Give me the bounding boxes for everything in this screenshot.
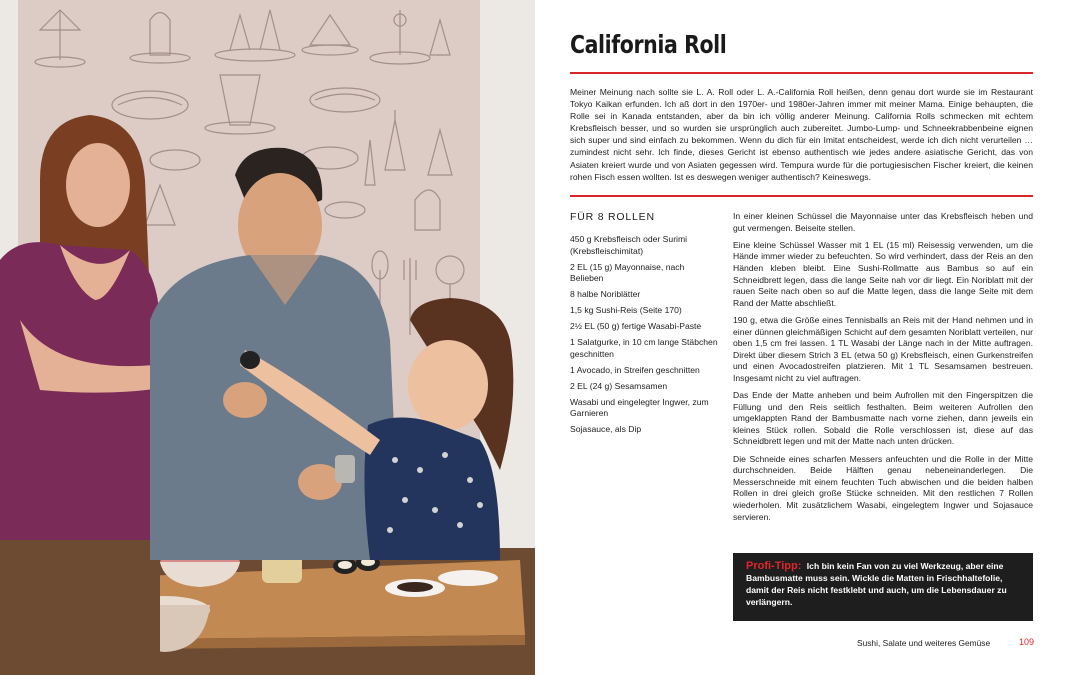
pro-tip-box xyxy=(733,553,1033,621)
recipe-page xyxy=(535,0,1069,675)
ingredient-item: 8 halbe Noriblätter xyxy=(570,289,641,300)
ingredient-item: 1 Avocado, in Streifen geschnitten xyxy=(570,364,700,375)
ingredient-item: Sojasauce, als Dip xyxy=(570,424,642,435)
recipe-title: California Roll xyxy=(570,30,727,59)
instructions xyxy=(733,211,1033,529)
ingredient-item: 1,5 kg Sushi-Reis (Seite 170) xyxy=(570,305,682,316)
recipe-intro: Meiner Meinung nach sollte sie L. A. Roll oder L. A.-California Roll heißen, denn genau dort wurde sie im Restaurant Tokyo Kaikan erfunden. Ich aß dort in den 1970er- und 1980er-Jahren immer mit meiner Mama. Einige behaupten, die Rolle sei in Kanada entstanden, aber da bin ich völlig anderer Meinung. California Rolls schmecken mit echtem Krebsfleisch besser, und so wurden sie ursprünglich auch zubereitet. Jumbo-Lump- und Schneekrabbenbeine eignen sich super und sind einfach zu bekommen. Wenn du dich für ein Imitat entscheidest, werde ich dich nicht verurteilen … zumindest nicht sehr. Ich finde, dieses Gericht ist ebenso authentisch wie jedes andere asiatische Gericht, das von Asiaten kreiert wurde und von Asiaten gegessen wird. Tempura wurde für die portugiesischen Fischer kreiert, die keinen rohen Fisch essen wollten. Ist es deswegen weniger authentisch? Keineswegs. xyxy=(570,87,1033,182)
ingredients-heading: FÜR 8 ROLLEN xyxy=(570,211,655,223)
ingredient-item: 2 EL (15 g) Mayonnaise, nach Belieben xyxy=(570,261,685,284)
ingredient-item: 2 EL (24 g) Sesamsamen xyxy=(570,380,668,391)
ingredient-item: 1 Salatgurke, in 10 cm lange Stäbchen geschnitten xyxy=(570,337,718,359)
title-divider xyxy=(570,72,1033,74)
ingredient-item: Wasabi und eingelegter Ingwer, zum Garnieren xyxy=(570,396,709,419)
page-number: 109 xyxy=(1019,637,1035,647)
ingredient-item: 450 g Krebsfleisch oder Surimi (Krebsfleischimitat) xyxy=(570,234,688,256)
instruction-step: Eine kleine Schüssel Wasser mit 1 EL (15 ml) Reisessig verwenden, um die Hände immer wieder zu befeuchten. So wird verhindert, dass der Reis an den Händen kleben bleibt. Eine Sushi-Rollmatte aus Bambus so auf ein Schneidbrett legen, dass die lange Seite nah vor dir liegt. Ein Noriblatt mit der rauen Seite nach oben so auf die Matte legen, dass die lange Seite mit dem Rand der Matte abschließt. xyxy=(733,239,1033,308)
ingredients-list xyxy=(570,234,720,440)
instruction-step: 190 g, etwa die Größe eines Tennisballs an Reis mit der Hand nehmen und in einer dünnen gleichmäßigen Schicht auf dem gesamten Noriblatt verteilen, nur oben 1,5 cm frei lassen. 1 TL Wasabi der Länge nach in der Mitte auftragen. Direkt über diesem Strich 3 EL (etwa 50 g) Krebsfleisch, einen Gurkenstreifen und einen Avocadostreifen platzieren. Mit 1 TL Sesamsamen bestreuen. Insgesamt nicht zu viel auftragen. xyxy=(733,314,1033,383)
instruction-step: Die Schneide eines scharfen Messers anfeuchten und die Rolle in der Mitte durchschneiden. Beide Hälften genau nebeneinanderlegen. Die Messerschneide mit einem feuchten Tuch abwischen und die beiden halben Rollen in drei gleich große Stücke schneiden. Mit den restlichen 7 Rollen wiederholen. Mit zusätzlichem Wasabi, eingelegtem Ingwer und Sojasauce servieren. xyxy=(733,453,1033,522)
pro-tip-label: Profi-Tipp: xyxy=(746,560,802,572)
intro-divider xyxy=(570,195,1033,197)
ingredient-item: 2½ EL (50 g) fertige Wasabi-Paste xyxy=(570,321,702,332)
instruction-step: Das Ende der Matte anheben und beim Aufrollen mit den Fingerspitzen die Füllung und den Reis seitlich festhalten. Beim weiteren Aufrollen den umgeklappten Rand der Bambusmatte nach vorne ziehen, dann jeweils ein kleines Stück rollen. Sobald die Rolle verschlossen ist, diese auf das Schneidbrett legen und mit der Matte nach unten drücken. xyxy=(733,390,1033,447)
section-footer: Sushi, Salate und weiteres Gemüse xyxy=(857,638,991,648)
instruction-step: In einer kleinen Schüssel die Mayonnaise unter das Krebsfleisch heben und gut vermengen. Beiseite stellen. xyxy=(733,211,1033,233)
pro-tip-text: Ich bin kein Fan von zu viel Werkzeug, aber eine Bambusmatte muss sein. Wickle die Matten in Frischhaltefolie, damit der Reis nicht festklebt und auch, um die Lebensdauer zu verlängern. xyxy=(746,561,1007,607)
